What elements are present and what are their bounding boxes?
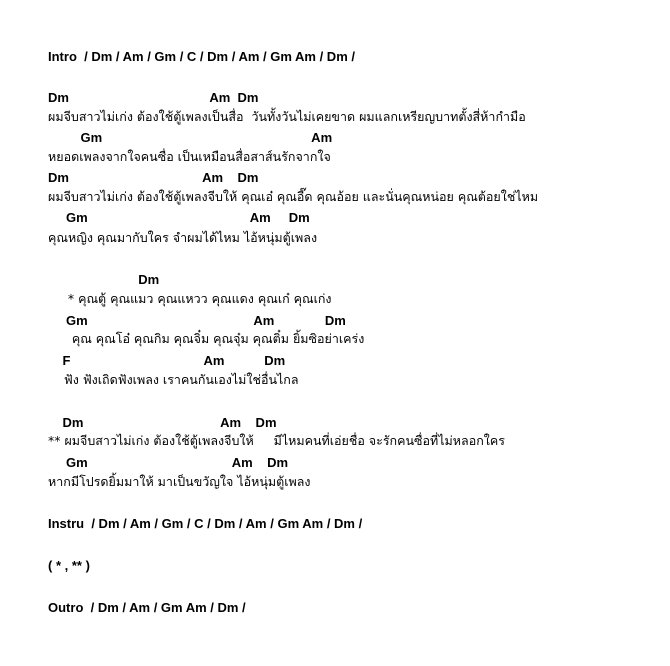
verse1-lyric-line-2: หยอดเพลงจากใจคนซื่อ เป็นเหมือนสื่อสาส์นรักจากใจ xyxy=(48,149,331,164)
chorus-lyric-line-1: * คุณตู้ คุณแมว คุณแหวว คุณแดง คุณเก๋ คุณเก่ง xyxy=(48,291,332,306)
chorus-chord-line-2: Gm Am Dm xyxy=(48,313,346,328)
hook-chord-line-2: Gm Am Dm xyxy=(48,455,289,470)
repeat-marker: ( * , ** ) xyxy=(48,558,90,573)
verse1-chord-line-4: Gm Am Dm xyxy=(48,210,310,225)
instru-line: Instru / Dm / Am / Gm / C / Dm / Am / Gm Am / Dm / xyxy=(48,516,363,531)
verse1-lyric-line-4: คุณหญิง คุณมากับใคร จำผมได้ไหม ไอ้หนุ่มตู้เพลง xyxy=(48,230,318,245)
chorus-chord-line-1: Dm xyxy=(48,272,160,287)
outro-line: Outro / Dm / Am / Gm Am / Dm / xyxy=(48,600,246,615)
chorus-lyric-line-3: ฟัง ฟังเถิดฟังเพลง เราคนกันเองไม่ใช่อื่นไกล xyxy=(48,372,299,387)
intro-line: Intro / Dm / Am / Gm / C / Dm / Am / Gm Am / Dm / xyxy=(48,49,355,64)
verse1-chord-line-3: Dm Am Dm xyxy=(48,170,259,185)
verse1-lyric-line-1: ผมจีบสาวไม่เก่ง ต้องใช้ตู้เพลงเป็นสื่อ วันทั้งวันไม่เคยขาด ผมแลกเหรียญบาทตั้งสี่ห้ากำมือ xyxy=(48,109,526,124)
chorus-chord-line-3: F Am Dm xyxy=(48,353,286,368)
verse1-chord-line-1: Dm Am Dm xyxy=(48,90,259,105)
hook-lyric-line-2: หากมีโปรดยิ้มมาให้ มาเป็นขวัญใจ ไอ้หนุ่มตู้เพลง xyxy=(48,474,311,489)
chorus-lyric-line-2: คุณ คุณโอ๋ คุณกิม คุณจิ๋ม คุณจุ๋ม คุณติ๋ม ยิ้มซิอย่าเคร่ง xyxy=(48,331,365,346)
hook-chord-line-1: Dm Am Dm xyxy=(48,415,277,430)
hook-lyric-line-1: ** ผมจีบสาวไม่เก่ง ต้องใช้ตู้เพลงจีบให้ มีไหมคนที่เอ่ยชื่อ จะรักคนซื่อที่ไม่หลอกใคร xyxy=(48,433,505,448)
verse1-lyric-line-3: ผมจีบสาวไม่เก่ง ต้องใช้ตู้เพลงจีบให้ คุณเอ๋ คุณอี๊ด คุณอ้อย และนั่นคุณหน่อย คุณต้อยใช่ไหม xyxy=(48,189,539,204)
verse1-chord-line-2: Gm Am xyxy=(48,130,333,145)
